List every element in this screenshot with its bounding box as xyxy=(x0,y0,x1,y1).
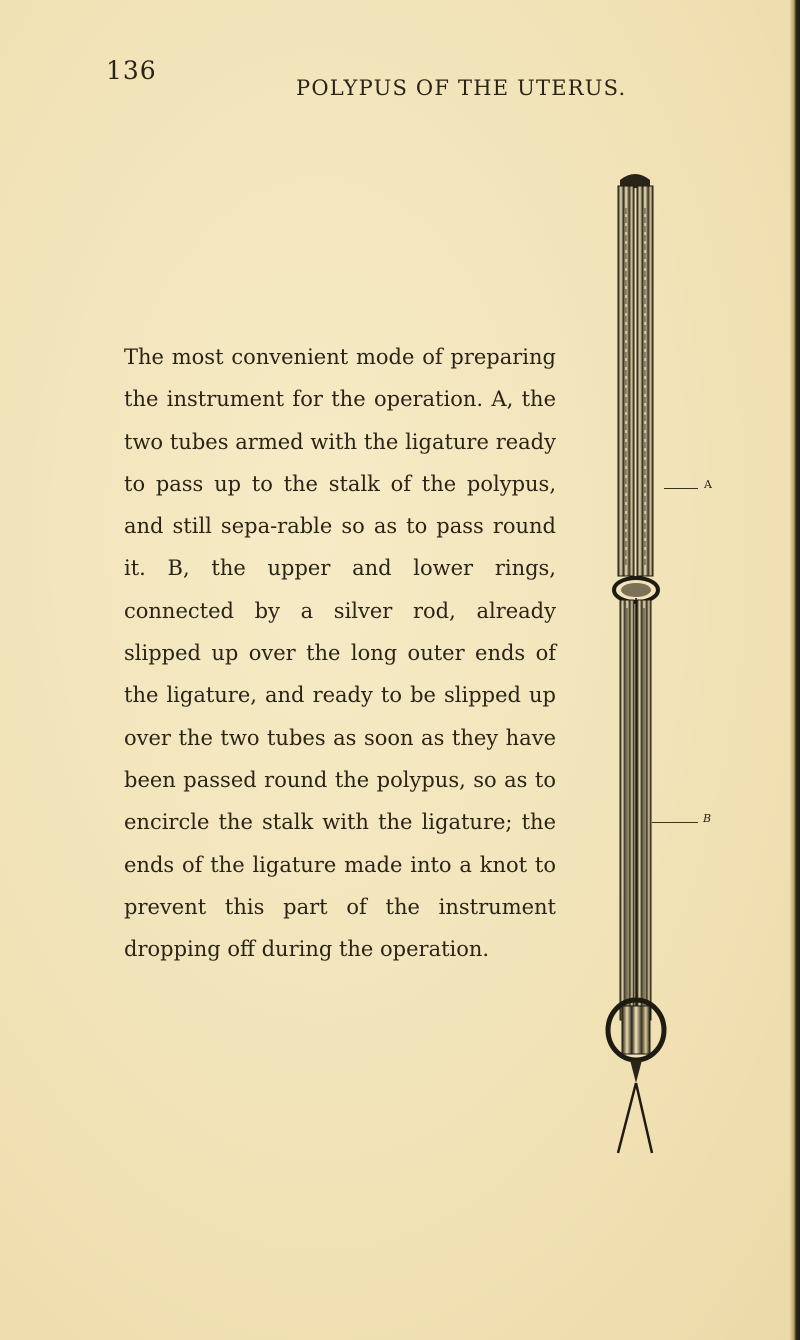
instrument-illustration xyxy=(580,168,710,1158)
label-a-leader xyxy=(664,488,698,489)
figure-label-b: B xyxy=(703,812,712,825)
page-edge-shadow xyxy=(790,0,800,1340)
label-b-leader xyxy=(652,822,698,823)
ligature-ends xyxy=(618,1083,652,1153)
figure-caption: The most convenient mode of preparing the instrument for the operation. A, the two tubes armed with the ligature ready to pass up to the stalk of the polypus, and still sepa-rable so as to pass round it. B, the upper and lower rings, connected by a silver rod, already slipped up over the long outer ends of the ligature, and ready to be slipped up over the two tubes as soon as they have been passed round the polypus, so as to encircle the stalk with the ligature; the ends of the ligature made into a knot to prevent this part of the instrument dropping off during the operation. xyxy=(124,345,556,962)
figure-label-a: A xyxy=(704,478,712,491)
page-number: 136 xyxy=(106,56,157,85)
ligature-knot xyxy=(630,1060,642,1083)
running-head: POLYPUS OF THE UTERUS. xyxy=(296,76,627,100)
